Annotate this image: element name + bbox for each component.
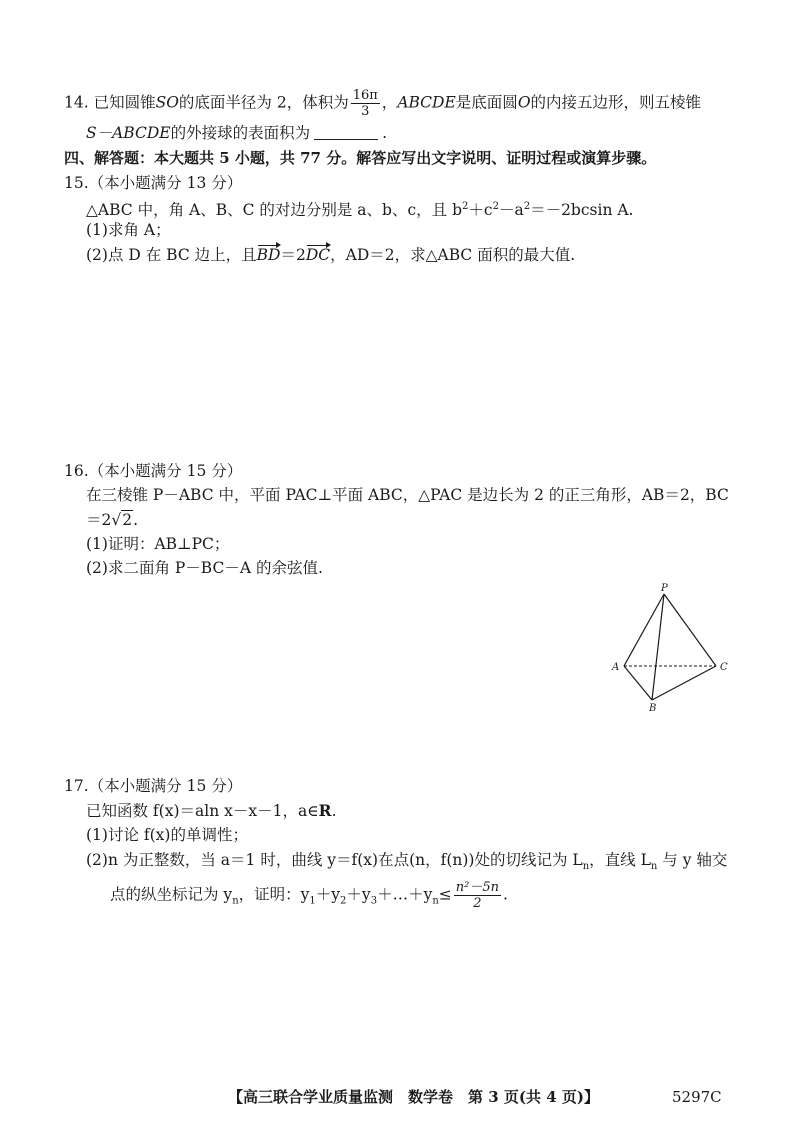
q17-l2-a: 点的纵坐标记为 y <box>110 885 233 904</box>
q17-leq: ≤ <box>438 885 452 904</box>
q17-real-set: R <box>318 801 332 820</box>
q17-frac-den: 2 <box>473 896 482 911</box>
q17-plus2: ＋y <box>346 885 371 904</box>
q15-part1: (1)求角 A； <box>86 221 171 239</box>
q17-s1: 1 <box>309 895 316 907</box>
page-footer: 【高三联合学业质量监测 数学卷 第 3 页(共 4 页)】 <box>228 1088 599 1106</box>
q14-text-d: 是底面圆 <box>455 93 518 112</box>
q17-l2-sub: n <box>232 895 239 907</box>
edge-pa <box>624 594 664 666</box>
q17-p2-c: 与 y 轴交 <box>657 851 728 869</box>
q14-o: O <box>517 93 531 112</box>
q14-answer-blank[interactable] <box>314 125 378 140</box>
edge-pc <box>664 594 716 666</box>
sqrt-icon: √ <box>111 511 122 529</box>
q16-header: 16.（本小题满分 15 分） <box>64 462 243 480</box>
label-p: P <box>661 583 668 594</box>
q15-stem-c: －a <box>498 201 524 220</box>
q17-p2-sub2: n <box>650 861 658 873</box>
q14-text-a: 14. 已知圆锥 <box>64 93 156 112</box>
q16-stem-line2 <box>86 509 138 531</box>
q14-period: . <box>382 124 388 142</box>
q15-part2-c: ，AD＝2，求△ABC 面积的最大值. <box>330 246 576 264</box>
q14-vol-num: 16π <box>352 88 378 103</box>
paper-code: 5297C <box>672 1088 722 1106</box>
q17-p2-sub1: n <box>582 861 590 873</box>
q16-stem2-b: . <box>133 511 139 529</box>
label-b: B <box>649 703 657 714</box>
q15-stem <box>86 196 633 221</box>
q17-end: . <box>503 885 508 904</box>
q14-so: SO <box>155 93 179 112</box>
q14-s-abcde: S－ABCDE <box>86 124 171 142</box>
q17-header: 17.（本小题满分 15 分） <box>64 777 243 795</box>
q17-s2: 2 <box>340 895 347 907</box>
q15-vector-bd: BD <box>256 246 281 264</box>
q17-plus1: ＋y <box>315 885 341 904</box>
q17-frac-num: n²－5n <box>455 880 500 895</box>
q15-part2-a: (2)点 D 在 BC 边上，且 <box>86 246 257 264</box>
q14-line1 <box>64 88 701 119</box>
label-a: A <box>612 662 620 673</box>
q14-text-e: 的内接五边形，则五棱锥 <box>530 93 702 112</box>
q17-l2-b: ，证明：y <box>238 885 310 904</box>
q17-part2-line2 <box>110 880 508 913</box>
q16-stem2-a: ＝2 <box>86 511 112 529</box>
edge-ab <box>624 666 652 700</box>
q17-stem-b: . <box>331 802 337 820</box>
q15-sup3: 2 <box>523 201 531 212</box>
q16-part2: (2)求二面角 P－BC－A 的余弦值. <box>86 559 323 577</box>
q17-p2-a: (2)n 为正整数，当 a＝1 时，曲线 y＝f(x)在点(n，f(n))处的切线记为 L <box>86 851 583 869</box>
q14-text-b: 的底面半径为 2，体积为 <box>178 93 349 112</box>
q15-stem-a: △ABC 中，角 A、B、C 的对边分别是 a、b、c，且 b <box>86 201 462 220</box>
q16-radicand: 2 <box>122 511 133 529</box>
q16-stem-line1: 在三棱锥 P－ABC 中，平面 PAC⊥平面 ABC，△PAC 是边长为 2 的正三角形，AB＝2，BC <box>86 486 729 504</box>
q17-fraction <box>454 880 501 911</box>
q14-abcde: ABCDE <box>397 93 456 112</box>
q14-vol-den: 3 <box>361 104 370 119</box>
q15-sup2: 2 <box>492 201 499 212</box>
q15-vector-dc: DC <box>305 246 331 264</box>
q14-volume-fraction <box>351 88 380 119</box>
q15-part2-b: ＝2 <box>280 246 306 264</box>
q15-sup1: 2 <box>462 201 469 212</box>
q17-stem-a: 已知函数 f(x)＝aln x－x－1，a∈ <box>86 802 319 820</box>
q15-stem-b: ＋c <box>468 201 493 220</box>
q15-part2 <box>86 244 575 266</box>
q17-s3: 3 <box>370 895 378 907</box>
q16-part1: (1)证明：AB⊥PC； <box>86 535 230 553</box>
q14-text-line2: 的外接球的表面积为 <box>170 124 311 142</box>
section4-title: 四、解答题：本大题共 5 小题，共 77 分。解答应写出文字说明、证明过程或演算步骤。 <box>64 149 657 167</box>
q15-stem-d: ＝－2bcsin A. <box>530 201 634 220</box>
q14-text-c: ， <box>381 93 398 112</box>
edge-pb <box>652 594 664 700</box>
q17-p2-b: ，直线 L <box>589 851 651 869</box>
q17-part2-line1 <box>86 849 727 878</box>
q17-part1: (1)讨论 f(x)的单调性； <box>86 826 248 844</box>
tetrahedron-figure <box>604 580 740 716</box>
q17-s4: n <box>432 895 439 907</box>
q15-header: 15.（本小题满分 13 分） <box>64 174 243 192</box>
q17-plus3: ＋…＋y <box>377 885 433 904</box>
label-c: C <box>720 662 728 673</box>
edge-bc <box>652 666 716 700</box>
q17-stem <box>86 800 337 822</box>
q14-line2 <box>86 122 387 144</box>
